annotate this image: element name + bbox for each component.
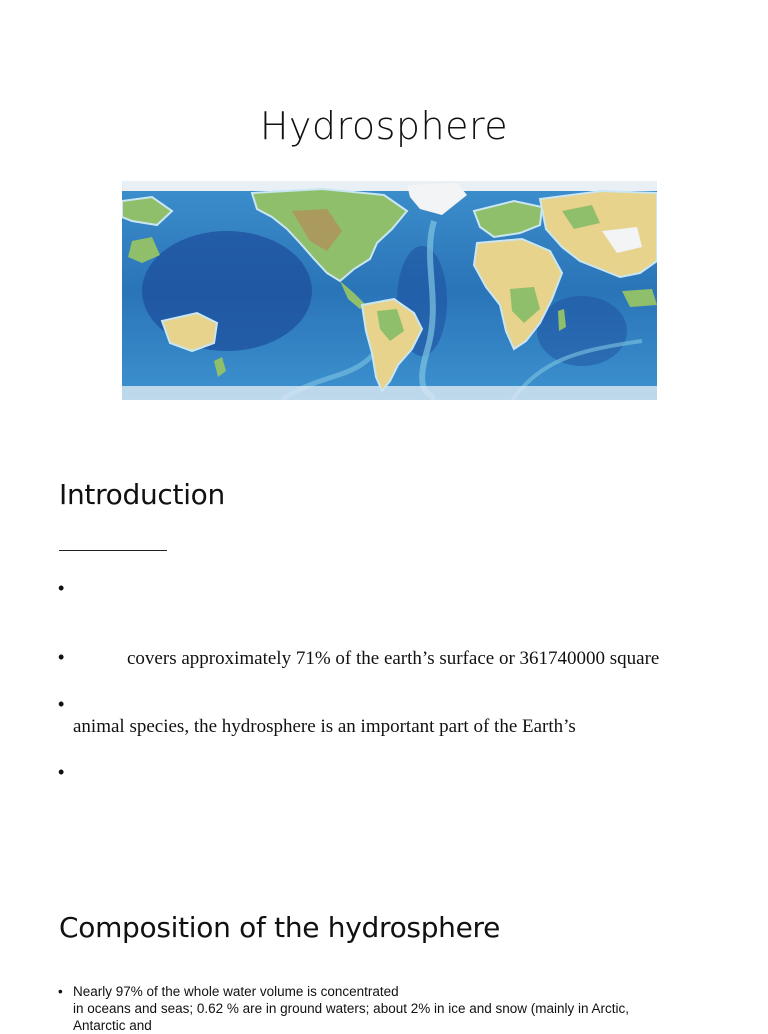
composition-line-1: Nearly 97% of the whole water volume is concentrated: [73, 984, 399, 999]
composition-line-2: in oceans and seas; 0.62 % are in ground waters; about 2% in ice and snow (mainly in Arctic,: [73, 1001, 630, 1016]
heading-underline: [59, 550, 167, 551]
composition-paragraph: [58, 983, 718, 1034]
introduction-heading: Introduction: [59, 478, 225, 511]
world-map-image: [122, 181, 657, 400]
composition-heading: Composition of the hydrosphere: [59, 911, 501, 944]
bullet-marker: •: [58, 694, 65, 714]
intro-line-species: animal species, the hydrosphere is an important part of the Earth’s: [73, 716, 576, 737]
bullet-marker: •: [58, 762, 65, 782]
world-relief-map-icon: [122, 181, 657, 400]
bullet-marker: •: [58, 984, 63, 999]
intro-line-coverage: covers approximately 71% of the earth’s surface or 361740000 square: [127, 648, 660, 669]
bullet-marker: •: [58, 647, 65, 667]
slide-title: Hydrosphere: [259, 104, 509, 148]
bullet-marker: •: [58, 578, 65, 598]
composition-line-3: Antarctic and: [73, 1018, 152, 1033]
